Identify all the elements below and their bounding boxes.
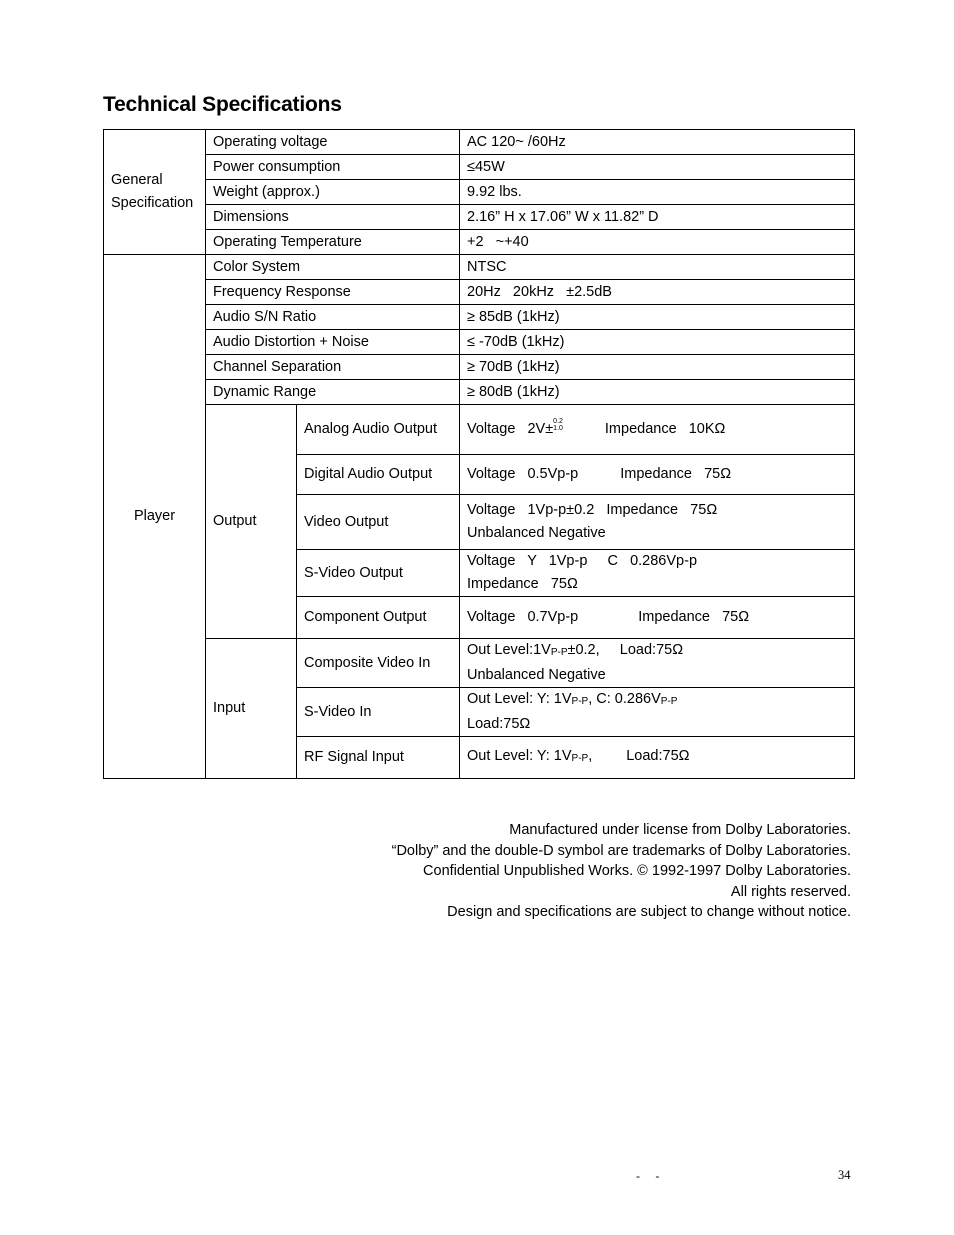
spec-value: Out Level: Y: 1VP-P, Load:75Ω xyxy=(460,737,855,779)
table-row xyxy=(104,280,855,305)
spec-value: ≥ 70dB (1kHz) xyxy=(460,355,855,380)
table-row xyxy=(104,155,855,180)
table-row xyxy=(104,639,855,688)
spec-label: Analog Audio Output xyxy=(297,405,460,455)
spec-value: Out Level:1VP-P±0.2, Load:75Ω Unbalanced Negative xyxy=(460,639,855,688)
group-player: Player xyxy=(104,255,206,779)
notice-line: “Dolby” and the double-D symbol are trademarks of Dolby Laboratories. xyxy=(391,842,851,859)
spec-value: NTSC xyxy=(460,255,855,280)
spec-label: Digital Audio Output xyxy=(297,455,460,495)
notice-line: All rights reserved. xyxy=(730,883,851,900)
footer-dash: - - xyxy=(636,1169,666,1183)
spec-label: S-Video In xyxy=(297,688,460,737)
spec-label: S-Video Output xyxy=(297,550,460,597)
spec-label: Dimensions xyxy=(206,205,460,230)
spec-label: Color System xyxy=(206,255,460,280)
table-row xyxy=(104,180,855,205)
spec-label: Weight (approx.) xyxy=(206,180,460,205)
page-number: 34 xyxy=(838,1168,851,1182)
table-row xyxy=(104,255,855,280)
group-general-specification: General Specification xyxy=(104,130,206,255)
spec-value: Voltage 0.7Vp-p Impedance 75Ω xyxy=(460,597,855,639)
spec-value: Voltage 1Vp-p±0.2 Impedance 75Ω Unbalanced Negative xyxy=(460,495,855,550)
spec-value: Voltage 0.5Vp-p Impedance 75Ω xyxy=(460,455,855,495)
spec-label: Audio Distortion + Noise xyxy=(206,330,460,355)
spec-label: Dynamic Range xyxy=(206,380,460,405)
tolerance: 0.2 1.0 xyxy=(553,418,563,432)
spec-value: Voltage 2V± 0.2 1.0 Impedance 10KΩ xyxy=(460,405,855,455)
spec-label: Audio S/N Ratio xyxy=(206,305,460,330)
notice-line: Confidential Unpublished Works. © 1992-1997 Dolby Laboratories. xyxy=(423,863,851,879)
table-row xyxy=(104,380,855,405)
spec-value: ≤ -70dB (1kHz) xyxy=(460,330,855,355)
group-output: Output xyxy=(206,405,297,639)
spec-label: Channel Separation xyxy=(206,355,460,380)
table-row xyxy=(104,355,855,380)
table-row xyxy=(104,405,855,455)
spec-value: 9.92 lbs. xyxy=(460,180,855,205)
spec-label: Video Output xyxy=(297,495,460,550)
spec-value: ≤45W xyxy=(460,155,855,180)
spec-label: Operating voltage xyxy=(206,130,460,155)
dolby-notice xyxy=(392,820,851,923)
spec-value: Out Level: Y: 1VP-P, C: 0.286VP-P Load:75Ω xyxy=(460,688,855,737)
table-row xyxy=(104,305,855,330)
spec-label: Composite Video In xyxy=(297,639,460,688)
spec-value: AC 120~ /60Hz xyxy=(460,130,855,155)
table-row xyxy=(104,205,855,230)
spec-label: Operating Temperature xyxy=(206,230,460,255)
table-row xyxy=(104,230,855,255)
notice-line: Design and specifications are subject to change without notice. xyxy=(447,904,851,920)
notice-line: Manufactured under license from Dolby Laboratories. xyxy=(509,822,851,838)
spec-value: 2.16” H x 17.06” W x 11.82” D xyxy=(460,205,855,230)
spec-label: Frequency Response xyxy=(206,280,460,305)
spec-value: 20Hz 20kHz ±2.5dB xyxy=(460,280,855,305)
group-input: Input xyxy=(206,639,297,779)
spec-value: ≥ 80dB (1kHz) xyxy=(460,380,855,405)
spec-value: Voltage Y 1Vp-p C 0.286Vp-p Impedance 75Ω xyxy=(460,550,855,597)
table-row xyxy=(104,130,855,155)
spec-label: Component Output xyxy=(297,597,460,639)
table-row xyxy=(104,330,855,355)
spec-label: RF Signal Input xyxy=(297,737,460,779)
spec-table xyxy=(103,129,855,779)
spec-value: +2 ~+40 xyxy=(460,230,855,255)
spec-value: ≥ 85dB (1kHz) xyxy=(460,305,855,330)
spec-label: Power consumption xyxy=(206,155,460,180)
page-title: Technical Specifications xyxy=(103,93,342,116)
